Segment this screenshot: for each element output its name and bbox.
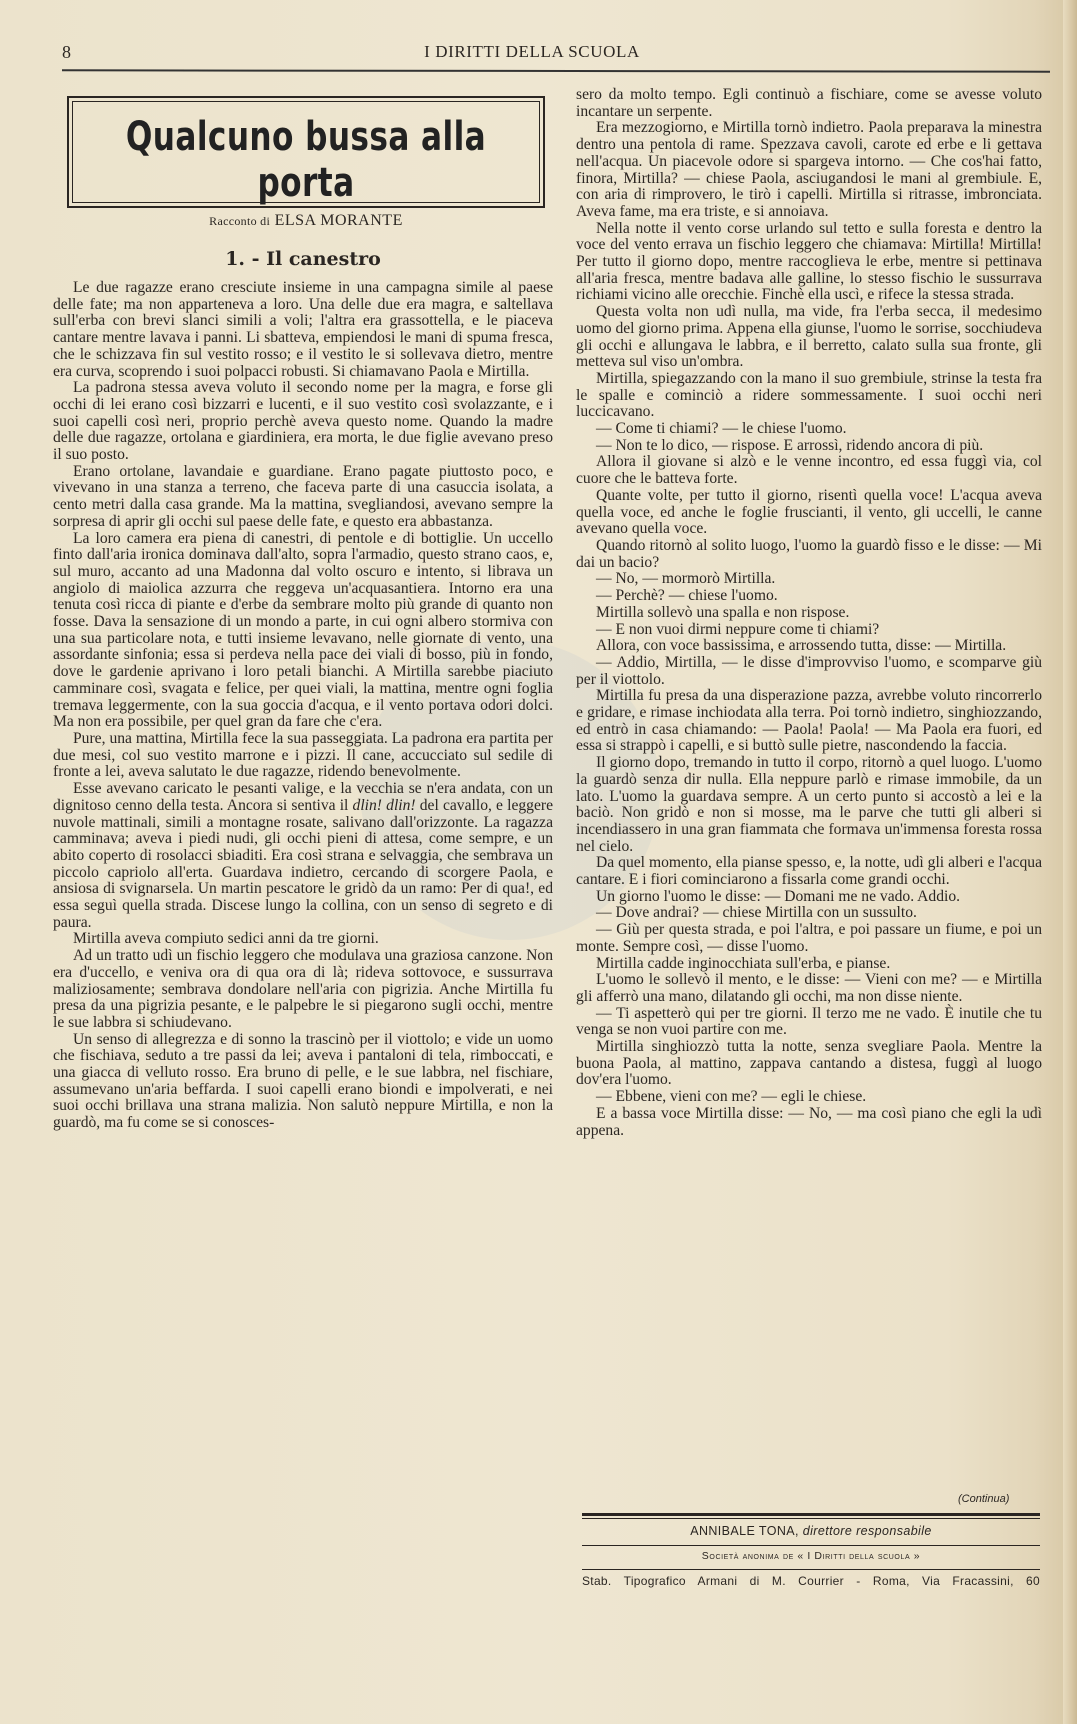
footer-rule [582,1569,1040,1570]
continued-label: (Continua) [958,1493,1010,1505]
byline [73,212,539,230]
paragraph: Nella notte il vento corse urlando sul tetto e sulla foresta e dentro la voce del vento errava un fischio leggero che chiamava: Mirtilla! Mirtilla! Per tutto il giorno dopo, mentre raccoglieva le erbe, mentre si pettinava all'aria fresca, mentre badava alle galline, lo stesso fischio le sussurrava richiami vicino alle orecchie. Finchè ella uscì, e rifece la stessa strada. [576,219,1042,304]
paragraph: Allora, con voce bassissima, e arrossendo tutta, disse: — Mirtilla. [596,637,1007,655]
paragraph: Quando ritornò al solito luogo, l'uomo la guardò fisso e le disse: — Mi dai un bacio? [576,536,1042,571]
page-header [62,40,1042,64]
paragraph: — Giù per questa strada, e poi l'altra, e poi passare un fiume, e poi un monte. Sempre così, — disse l'uomo. [576,921,1042,955]
paragraph [53,781,553,931]
paragraph: Mirtilla singhiozzò tutta la notte, senza svegliare Paola. Mentre la buona Paola, al mattino, zappava cantando a distesa, fuggì al luogo dov'era l'uomo. [576,1038,1042,1089]
paragraph: — Ebbene, vieni con me? — egli le chiese. [596,1088,867,1106]
author-name: ELSA MORANTE [274,212,403,229]
paragraph: Mirtilla aveva compiuto sedici anni da tre giorni. [73,930,379,948]
paragraph: La padrona stessa aveva voluto il secondo nome per la magra, e forse gli occhi di lei erano così bizzarri e lucenti, e il suo vestito così svolazzante, e i suoi capelli così neri, proprio perchè aveva questo nome. Quando la madre delle due ragazze, ortolana e giardiniera, era morta, le due figlie avevano preso il suo posto. [53,379,553,464]
paragraph: Da quel momento, ella pianse spesso, e, la notte, udì gli alberi e l'acqua cantare. E i fiori cominciarono a fissarla come grandi occhi. [576,854,1042,889]
paragraph: La loro camera era piena di canestri, di pentole e di bottiglie. Un uccello finto dall'aria ironica dominava dall'alto, sopra l'armadio, questo strano caos, e, sul muro, accanto ad una Madonna dal volto oscuro e intento, si librava un angiolo di maiolica azzurra che reggeva un'acquasantiera. Intorno era una tenuta così ricca di piante e d'erbe da sembrare molto più grande di quanto non fosse. Dava la sensazione di un mondo a parte, in cui ogni albero stormiva con una sua particolare nota, e tutti insieme levavano, nelle giornate di vento, una assordante sinfonia; essa si perdeva nella pace dei viali di bosso, più in fondo, dove le gardenie aprivano i loro petali bianchi. A Mirtilla sarebbe piaciuto camminare così, svagata e felice, per quei viali, la mattina, mentre ogni foglia tremava leggermente, con la sua goccia d'acqua, e il vento portava odori dolci. Ma non era possibile, per quel gran da fare che c'era. [53,529,553,731]
paragraph: Mirtilla fu presa da una disperazione pazza, avrebbe voluto rincorrerlo e gridare, e rimase inchiodata alla terra. Poi tornò indietro, singhiozzando, ed entrò in casa chiamando: — Paola! Paola! — Ma Paola era fuori, ed essa si strappò i capelli, e si buttò sulle pietre, nascondendo la faccia. [576,687,1042,755]
footer-rule [582,1545,1040,1546]
paragraph-text: del cavallo, e leggere nuvole mattinali, simili a montagne rosate, salivano dall'orizzonte. La ragazza camminava; aveva i piedi nudi, gli occhi pieni di attesa, come sempre, e un abito coperto di rosolacci sbiaditi. Era così strana e selvaggia, che sembrava un piccolo capriolo all'erta. Guardava indietro, cercando di scorgere Paola, e ansiosa di svignarsela. Un martin pescatore le gridò da un ramo: Per di qua!, ed essa seguì quella strada. Discese lungo la collina, con un senso di segreto e di paura. [53,796,553,931]
page-edge [1063,0,1077,1724]
paragraph-text: Esse avevano caricato le pesanti valige, e la vecchia se n'era andata, con un dignitoso cenno della testa. Ancora si sentiva il [53,780,553,814]
paragraph: Pure, una mattina, Mirtilla fece la sua passeggiata. La padrona era partita per due mesi, col suo vestito marrone e i pizzi. Il cane, accucciato sul sedile di fronte a lei, aveva salutato le due ragazze, ridendo benevolmente. [53,729,553,781]
paragraph: L'uomo le sollevò il mento, e le disse: — Vieni con me? — e Mirtilla gli afferrò una mano, dilatando gli occhi, ma non disse niente. [576,971,1042,1005]
editor-credit [582,1524,1040,1538]
paragraph: Ad un tratto udì un fischio leggero che modulava una graziosa canzone. Non era d'uccello, e veniva ora di qua ora di là; rideva sottovoce, e sussurrava maliziosamente; sembrava dondolare nell'aria con pigrizia. Anche Mirtilla fu presa da una pigrizia pesante, e le palpebre le si piegarono sugli occhi, mentre le sue labbra si schiudevano. [53,947,553,1031]
story-title-inner-frame [72,101,540,229]
story-title: Qualcuno bussa alla porta [125,114,487,206]
paragraph: Era mezzogiorno, e Mirtilla tornò indietro. Paola preparava la minestra dentro una pentola di rame. Spezzava cavoli, carote ed erbe e li gettava nell'acqua. Un piacevole odore si spargeva intorno. — Che cos'hai fatto, finora, Mirtilla? — chiese Paola, asciugandosi le mani al grembiule. E, con aria di rimprovero, le tirò i capelli. Mirtilla si ritrasse, imbronciata. Aveva fame, ma era triste, e si annoiava. [576,119,1042,220]
header-rule [62,69,1050,72]
printer-credit: Stab. Tipografico Armani di M. Courrier - Roma, Via Fracassini, 60 [582,1574,1040,1588]
editor-name: ANNIBALE TONA, [690,1524,799,1538]
paragraph: Erano ortolane, lavandaie e guardiane. Erano pagate piuttosto poco, e vivevano in una stanza a terreno, che faceva parte di una casuccia isolata, a cento metri dalla casa grande. Ma la mattina, svegliandosi, avevano sempre la sorpresa di aprir gli occhi sul paese delle fate, e questo era abbastanza. [53,462,553,530]
paragraph: — Non te lo dico, — rispose. E arrossì, ridendo ancora di più. [596,436,984,454]
paragraph: — Come ti chiami? — le chiese l'uomo. [596,420,847,438]
paragraph: Mirtilla, spiegazzando con la mano il suo grembiule, strinse la testa fra le spalle e cominciò a ridere sommessamente. I suoi occhi neri luccicavano. [576,369,1042,421]
paragraph: — E non vuoi dirmi neppure come ti chiami? [596,620,880,638]
paragraph: — Dove andrai? — chiese Mirtilla con un sussulto. [596,904,917,922]
paragraph: — Perchè? — chiese l'uomo. [596,587,778,605]
right-column [576,87,1042,1139]
paragraph: Le due ragazze erano cresciute insieme in una campagna simile al paese delle fate; ma non apparteneva a loro. Una delle due era magra, e saltellava sull'erba con brevi slanci simili a voli; l'altra era grassottella, e le piaceva cantare mentre lavava i panni. Li sbatteva, empiendosi le mani di spuma fresca, che le schizzava fin sul vestito rosso; e il vestito le si sollevava dietro, mentre era curva, scoprendo i suoi polpacci robusti. Si chiamavano Paola e Mirtilla. [53,279,553,380]
paragraph-continuation: sero da molto tempo. Egli continuò a fischiare, come se avesse voluto incantare un serpente. [576,86,1042,120]
paragraph: Il giorno dopo, tremando in tutto il corpo, ritornò a quel luogo. L'uomo la guardò senza dir nulla. Ella neppure parlò e rimase immobile, da un lato. L'uomo la guardava sempre. A un certo punto si accostò a lei e la baciò. Non gridò e non si mosse, ma le parve che tutti gli alberi si incendiassero in una gran fiammata che formava un'immensa foresta rossa nel cielo. [576,754,1042,855]
footer-rule-thick [582,1513,1040,1516]
italic-onomatopoeia: dlin! dlin! [352,796,416,814]
paragraph: Mirtilla cadde inginocchiata sull'erba, e pianse. [596,954,891,972]
paragraph: — Ti aspetterò qui per tre giorni. Il terzo me ne vado. È inutile che tu venga se non vuoi partire con me. [576,1004,1042,1039]
paragraph: Mirtilla sollevò una spalla e non rispose. [596,603,850,621]
publisher-credit: Società anonima de « I Diritti della scuola » [701,1550,921,1562]
left-column [53,280,553,1132]
footer-rule-thin [582,1518,1040,1519]
paragraph: E a bassa voce Mirtilla disse: — No, — ma così piano che egli la udì appena. [576,1104,1042,1139]
paragraph: Un senso di allegrezza e di sonno la trascinò per il viottolo; e vide un uomo che fischiava, seduto a tre passi da lei; aveva i pantaloni di tela, rimboccati, e una giacca di velluto rosso. Era bruno di pelle, e le sue labbra, nel fischiare, assumevano un'aria beffarda. I suoi capelli erano biondi e impolverati, e nei suoi occhi brillava una strana malizia. Non salutò neppure Mirtilla, e non la guardò, ma fu come se si conosces- [53,1030,553,1132]
paragraph: Questa volta non udì nulla, ma vide, fra l'erba secca, il medesimo uomo del giorno prima. Appena ella giunse, l'uomo le sorrise, socchiudeva gli occhi e allungava le labbra, e il berretto, calato sulla sua fronte, gli metteva sul viso un'ombra. [576,303,1042,371]
story-title-box [67,96,545,229]
paragraph: — No, — mormorò Mirtilla. [596,570,776,588]
byline-prefix: Racconto di [209,214,271,228]
running-title: I DIRITTI DELLA SCUOLA [424,42,640,61]
paragraph: Un giorno l'uomo le disse: — Domani me ne vado. Addio. [596,887,961,905]
chapter-heading: 1. - Il canestro [225,248,381,270]
paragraph: — Addio, Mirtilla, — le disse d'improvviso l'uomo, e scomparve giù per il viottolo. [576,653,1042,688]
paragraph: Quante volte, per tutto il giorno, risentì quella voce! L'acqua aveva quella voce, ed anche le foglie fruscianti, il vento, gli uccelli, le canne avevano quella voce. [576,486,1042,538]
page-number: 8 [62,42,71,62]
editor-role: direttore responsabile [802,1524,932,1538]
paragraph: Allora il giovane si alzò e le venne incontro, ed essa fuggì via, col cuore che le batteva forte. [576,453,1042,488]
